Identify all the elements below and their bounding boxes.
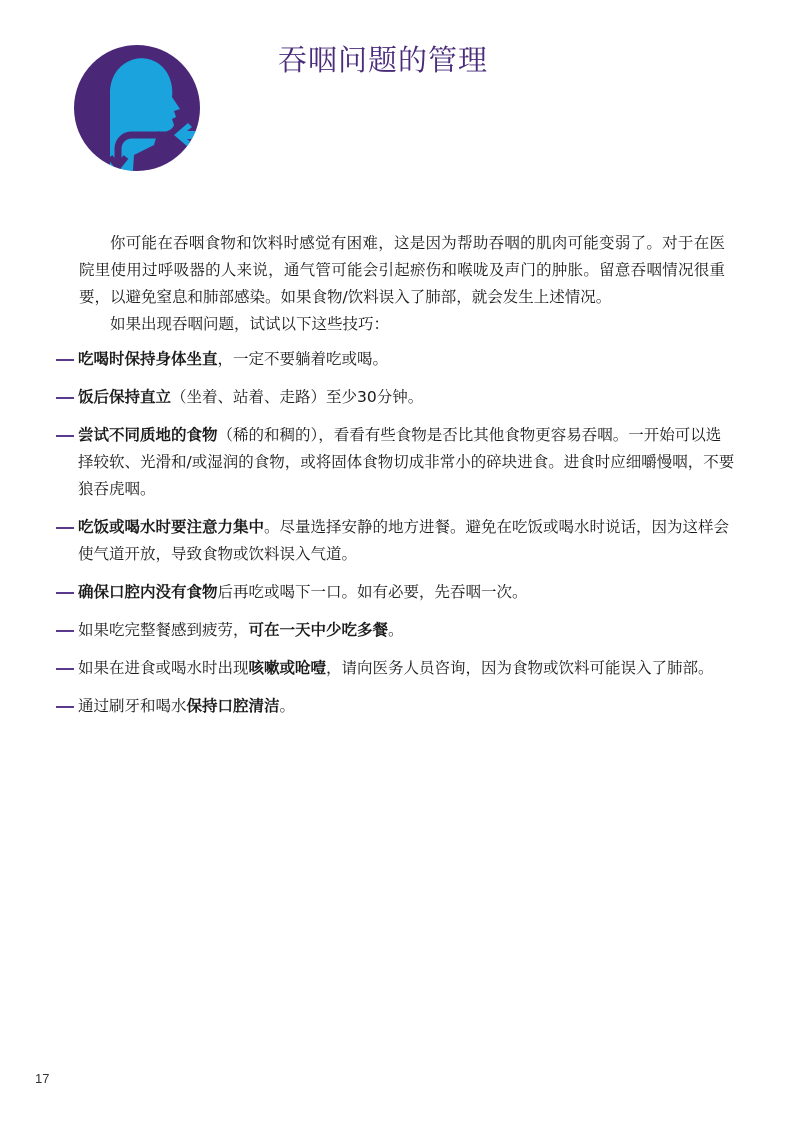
dash-bullet <box>56 397 74 399</box>
dash-bullet <box>56 592 74 594</box>
tip-emphasis: 吃饭或喝水时要注意力集中 <box>78 518 265 536</box>
tips-list <box>56 346 736 731</box>
tip-emphasis: 可在一天中少吃多餐 <box>248 621 389 639</box>
list-item <box>56 617 736 644</box>
dash-bullet <box>56 630 74 632</box>
tip-emphasis: 饭后保持直立 <box>78 388 172 406</box>
tip-text: ，一定不要躺着吃或喝。 <box>217 350 389 368</box>
tip-text-end: ，请向医务人员咨询，因为食物或饮料可能误入了肺部。 <box>326 659 714 677</box>
page-number: 17 <box>35 1071 50 1086</box>
tip-emphasis: 保持口腔清洁 <box>186 697 280 715</box>
list-item <box>56 346 736 373</box>
dash-bullet <box>56 527 74 529</box>
tip-text: （坐着、站着、走路）至少30分钟。 <box>171 388 424 406</box>
tip-emphasis: 吃喝时保持身体坐直 <box>78 350 218 368</box>
swallowing-head-icon <box>74 45 200 171</box>
tip-emphasis: 尝试不同质地的食物 <box>78 426 218 444</box>
page-title: 吞咽问题的管理 <box>278 43 489 77</box>
dash-bullet <box>56 706 74 708</box>
tip-text: 如果吃完整餐感到疲劳， <box>78 621 249 639</box>
tip-emphasis: 确保口腔内没有食物 <box>78 583 218 601</box>
list-item <box>56 579 736 606</box>
tip-emphasis: 咳嗽或呛噎 <box>248 659 327 677</box>
intro-paragraph: 你可能在吞咽食物和饮料时感觉有困难，这是因为帮助吞咽的肌肉可能变弱了。对于在医院里使用过呼吸器的人来说，通气管可能会引起瘀伤和喉咙及声门的肿胀。留意吞咽情况很重要，以避免窒息和肺部感染。如果食物/饮料误入了肺部，就会发生上述情况。 <box>79 233 725 306</box>
tip-text: 。尽量选择安静的地方进餐。避免在吃饭或喝水时说话，因为这样会使气道开放，导致食物或饮料误入气道。 <box>78 518 730 563</box>
list-item <box>56 384 736 411</box>
list-item <box>56 422 736 503</box>
tip-text: 后再吃或喝下一口。如有必要，先吞咽一次。 <box>217 583 528 601</box>
tip-text: （稀的和稠的），看看有些食物是否比其他食物更容易吞咽。一开始可以选择较软、光滑和/或湿润的食物，或将固体食物切成非常小的碎块进食。进食时应细嚼慢咽，不要狼吞虎咽。 <box>78 426 735 498</box>
tip-text-end: 。 <box>279 697 296 715</box>
tip-text-end: 。 <box>388 621 404 639</box>
list-item <box>56 514 736 568</box>
dash-bullet <box>56 435 74 437</box>
dash-bullet <box>56 359 74 361</box>
dash-bullet <box>56 668 74 670</box>
tip-text: 通过刷牙和喝水 <box>78 697 187 715</box>
list-item <box>56 693 736 720</box>
tip-text: 如果在进食或喝水时出现 <box>78 659 249 677</box>
tips-lead-text: 如果出现吞咽问题，试试以下这些技巧： <box>110 315 390 333</box>
list-item <box>56 655 736 682</box>
